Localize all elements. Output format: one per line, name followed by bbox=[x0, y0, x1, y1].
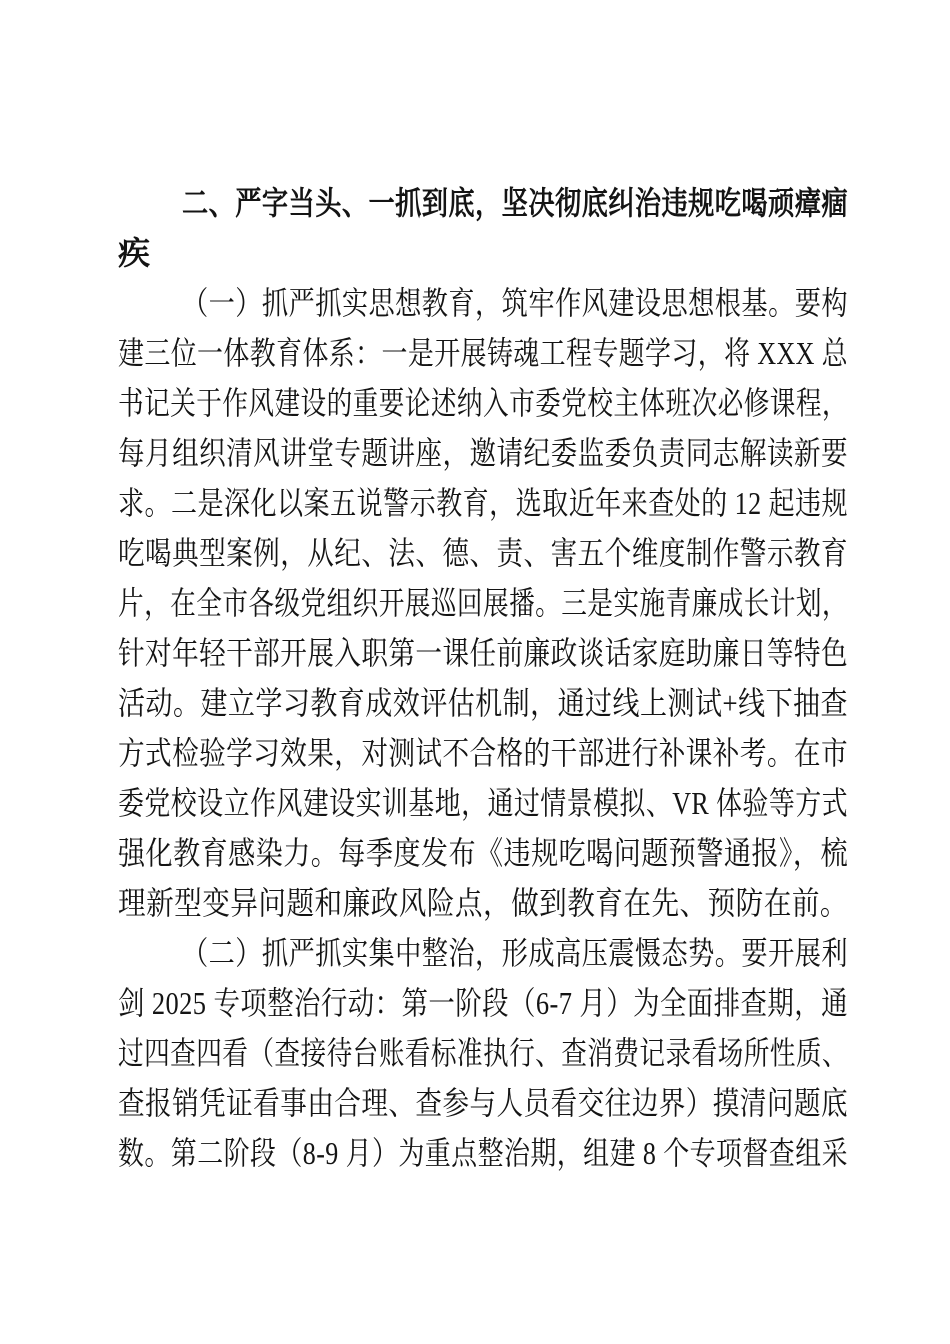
line-text: 吃喝典型案例，从纪、法、德、责、害五个维度制作警示教育 bbox=[118, 535, 848, 571]
text-line bbox=[118, 178, 848, 228]
line-text: 二、严字当头、一抓到底，坚决彻底纠治违规吃喝顽瘴痼 bbox=[182, 185, 848, 221]
line-text: （一）抓严抓实思想教育，筑牢作风建设思想根基。要构 bbox=[182, 285, 848, 321]
line-text: 活动。建立学习教育成效评估机制，通过线上测试+线下抽查 bbox=[118, 685, 848, 721]
text-line bbox=[118, 378, 848, 428]
line-text: 疾 bbox=[118, 235, 151, 271]
line-text: 方式检验学习效果，对测试不合格的干部进行补课补考。在市 bbox=[118, 735, 848, 771]
text-line bbox=[118, 328, 848, 378]
text-line bbox=[118, 428, 848, 478]
text-line bbox=[118, 928, 848, 978]
text-line bbox=[118, 478, 848, 528]
text-line bbox=[118, 1078, 848, 1128]
text-line bbox=[118, 278, 848, 328]
heading-paragraph bbox=[118, 178, 848, 278]
text-line bbox=[118, 528, 848, 578]
text-line bbox=[118, 828, 848, 878]
body-paragraph bbox=[118, 278, 848, 928]
text-line bbox=[118, 1028, 848, 1078]
line-text: 针对年轻干部开展入职第一课任前廉政谈话家庭助廉日等特色 bbox=[118, 635, 848, 671]
line-text: 片，在全市各级党组织开展巡回展播。三是实施青廉成长计划， bbox=[118, 585, 848, 621]
line-text: （二）抓严抓实集中整治，形成高压震慑态势。要开展利 bbox=[182, 935, 848, 971]
line-text: 委党校设立作风建设实训基地，通过情景模拟、VR 体验等方式 bbox=[118, 785, 848, 821]
line-text: 理新型变异问题和廉政风险点，做到教育在先、预防在前。 bbox=[118, 885, 848, 921]
body-paragraph bbox=[118, 928, 848, 1178]
text-line bbox=[118, 978, 848, 1028]
line-text: 过四查四看（查接待台账看标准执行、查消费记录看场所性质、 bbox=[118, 1035, 848, 1071]
text-line bbox=[118, 1128, 848, 1178]
text-line bbox=[118, 678, 848, 728]
line-text: 剑 2025 专项整治行动：第一阶段（6-7 月）为全面排查期，通 bbox=[118, 985, 848, 1021]
line-text: 求。二是深化以案五说警示教育，选取近年来查处的 12 起违规 bbox=[118, 485, 848, 521]
text-line bbox=[118, 728, 848, 778]
line-text: 数。第二阶段（8-9 月）为重点整治期，组建 8 个专项督查组采 bbox=[118, 1135, 848, 1171]
text-line bbox=[118, 228, 848, 278]
line-text: 查报销凭证看事由合理、查参与人员看交往边界）摸清问题底 bbox=[118, 1085, 848, 1121]
text-line bbox=[118, 778, 848, 828]
text-line bbox=[118, 628, 848, 678]
line-text: 强化教育感染力。每季度发布《违规吃喝问题预警通报》，梳 bbox=[118, 835, 848, 871]
document-body bbox=[118, 178, 848, 1178]
line-text: 书记关于作风建设的重要论述纳入市委党校主体班次必修课程， bbox=[118, 385, 848, 421]
line-text: 建三位一体教育体系：一是开展铸魂工程专题学习，将 XXX 总 bbox=[118, 335, 848, 371]
line-text: 每月组织清风讲堂专题讲座，邀请纪委监委负责同志解读新要 bbox=[118, 435, 848, 471]
text-line bbox=[118, 578, 848, 628]
text-line bbox=[118, 878, 848, 928]
